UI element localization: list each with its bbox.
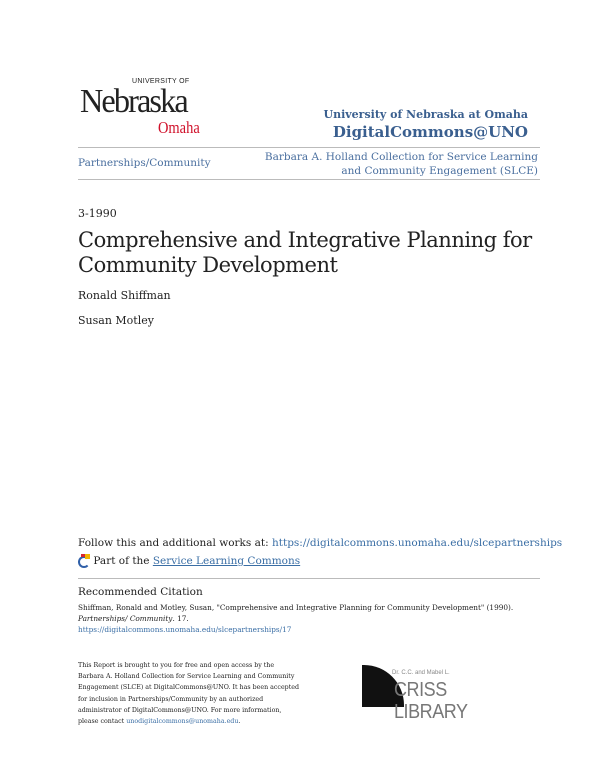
author: Susan Motley — [78, 314, 154, 327]
divider — [78, 179, 540, 180]
contact-email-link[interactable]: unodigitalcommons@unomaha.edu — [126, 718, 239, 726]
citation-heading: Recommended Citation — [78, 586, 203, 598]
document-date: 3-1990 — [78, 207, 117, 220]
divider — [78, 147, 540, 148]
service-learning-commons-link[interactable]: Service Learning Commons — [152, 555, 301, 567]
follow-line: Follow this and additional works at: https://digitalcommons.unomaha.edu/slcepartnerships — [78, 537, 563, 549]
author: Ronald Shiffman — [78, 289, 171, 302]
document-title: Comprehensive and Integrative Planning for Community Development — [78, 228, 532, 277]
criss-library-logo: Dr. C.C. and Mabel L. CRISS LIBRARY — [362, 665, 522, 707]
document-page: UNIVERSITY OF Nebraska Omaha University of Nebraska at Omaha DigitalCommons@UNO Partnerships/Community Barbara A. Holland Collection for Service Learning and Community Engagement (SLCE) 3-1990 Comprehensive and Integrative Planning for Community Development Ronald Shiffman Susan Motley Follow this and additional works at: https://digitalcommons.unomaha.edu/slcepartnerships Part of the Service Learning Commons Recommended Citation Shiffman, Ronald and Motley, Susan, "Comprehensive and Integrative Planning for Community Development" (1990). Partnerships/ Community. 17. https://digitalcommons.unomaha.edu/slcepartnerships/17 This Report is brought to you for free and open access by the Barbara A. Holland Collection for Service Learning and Community Engagement (SLCE) at DigitalCommons@UNO. It has been accepted for inclusion in Partnerships/Community by an authorized administrator of DigitalCommons@UNO. For more information, please contact unodigitalcommons@unomaha.edu. Dr. C.C. and Mabel L. CRISS LIBRARY — [0, 0, 600, 776]
collection-link[interactable]: Partnerships/Community — [78, 157, 211, 169]
uno-logo: UNIVERSITY OF Nebraska Omaha — [80, 78, 200, 137]
citation-url-link[interactable]: https://digitalcommons.unomaha.edu/slcepartnerships/17 — [78, 625, 292, 634]
divider — [78, 578, 540, 579]
footer-notice: This Report is brought to you for free and open access by the Barbara A. Holland Collection for Service Learning and Community Engagement (SLCE) at DigitalCommons@UNO. It has been accepted for inclusion in Partnerships/Community by an authorized administrator of DigitalCommons@UNO. For more information, please contact unodigitalcommons@unomaha.edu. — [78, 662, 299, 726]
follow-url-link[interactable]: https://digitalcommons.unomaha.edu/slcepartnerships — [272, 537, 563, 549]
parent-collection-link[interactable]: Barbara A. Holland Collection for Service Learning and Community Engagement (SLCE) — [264, 151, 538, 177]
bepress-commons-icon — [78, 554, 90, 566]
citation-text: Shiffman, Ronald and Motley, Susan, "Comprehensive and Integrative Planning for Community Development" (1990). Partnerships/ Community. 17. https://digitalcommons.unomaha.edu/slcepartnerships/17 — [78, 603, 514, 634]
part-of-line: Part of the Service Learning Commons — [78, 554, 300, 568]
